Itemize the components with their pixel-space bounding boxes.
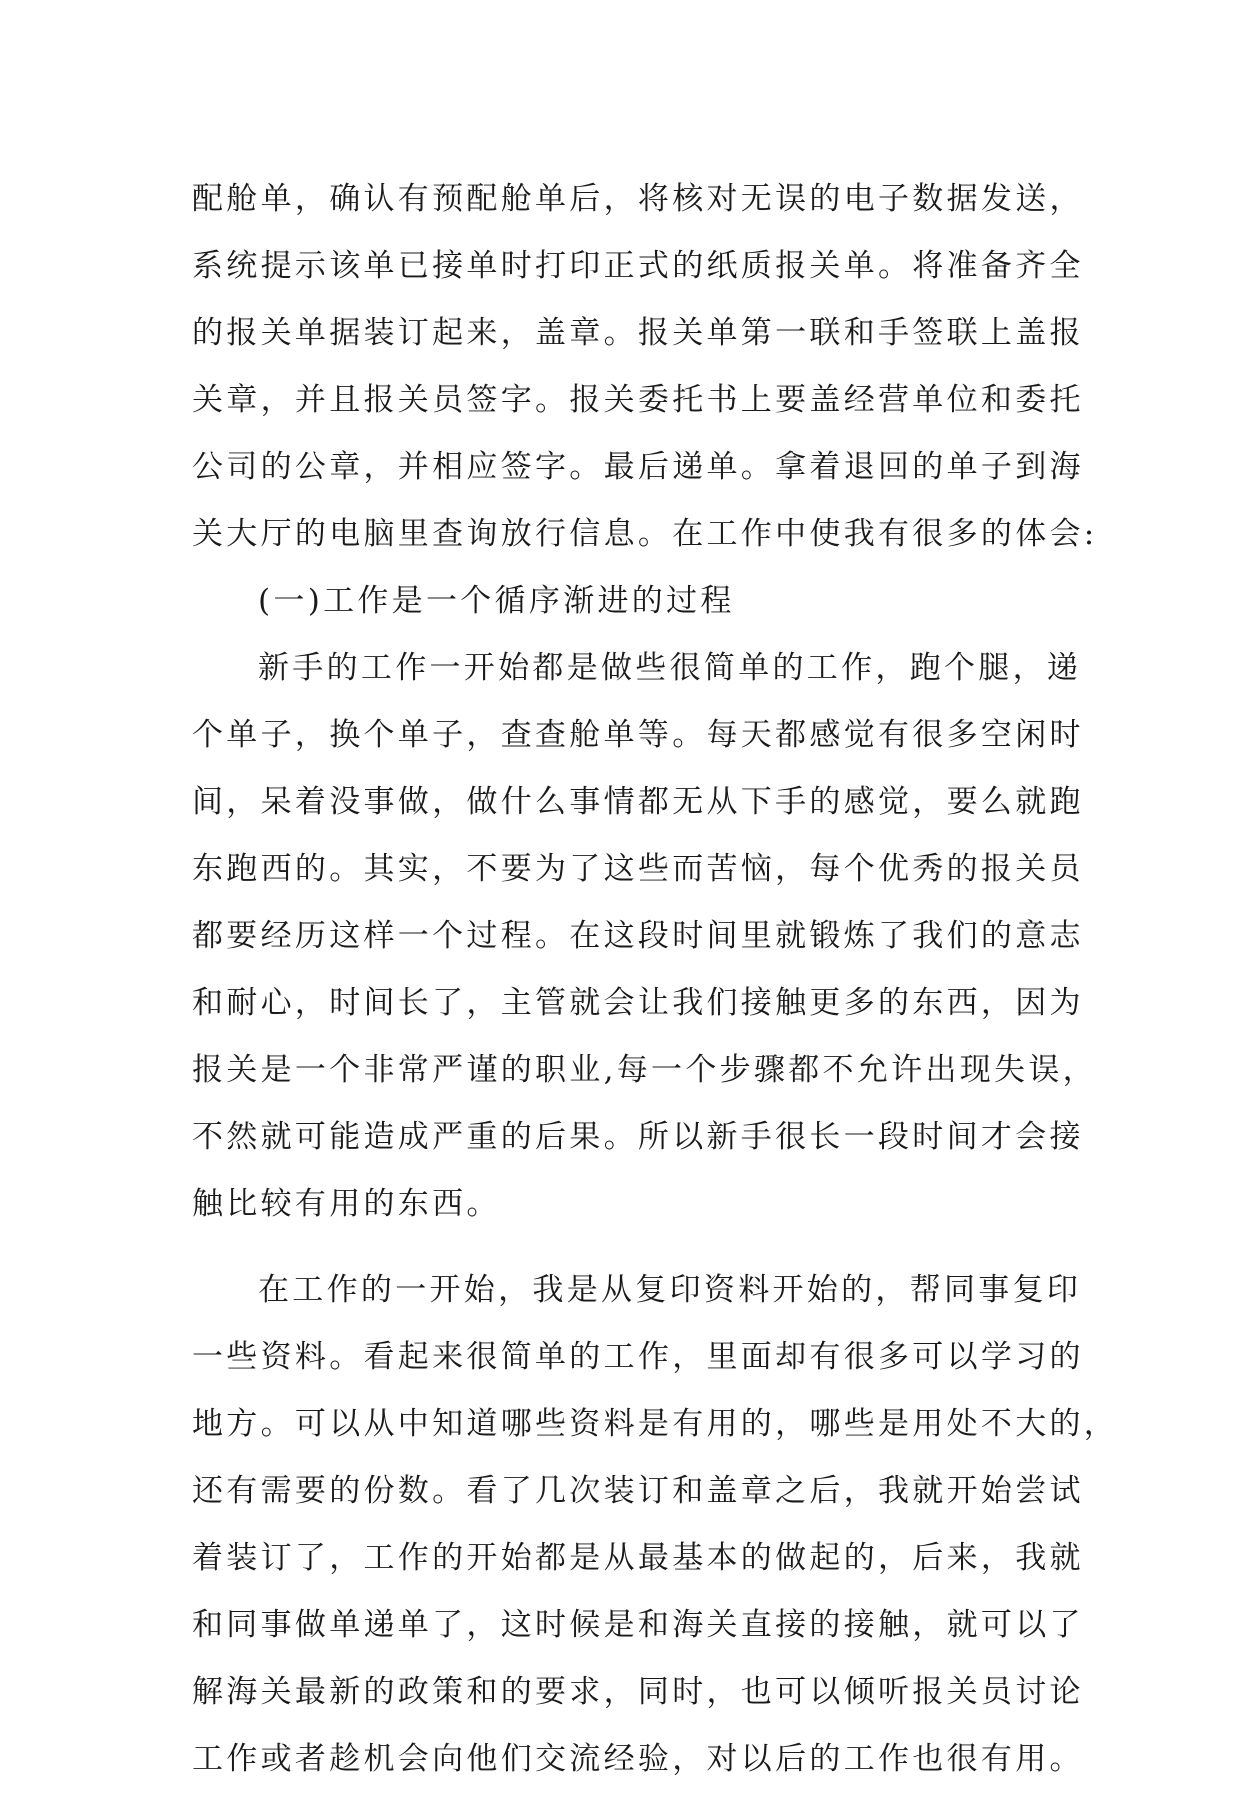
document-body [192, 166, 1119, 1793]
text-line: 还有需要的份数。看了几次装订和盖章之后，我就开始尝试 [192, 1473, 1084, 1509]
text-line: 新手的工作一开始都是做些很简单的工作，跑个腿，递 [258, 650, 1082, 686]
text-line: 不然就可能造成严重的后果。所以新手很长一段时间才会接 [192, 1119, 1084, 1155]
text-line: 都要经历这样一个过程。在这段时间里就锻炼了我们的意志 [192, 918, 1084, 954]
text-line: 触比较有用的东西。 [192, 1186, 501, 1222]
text-line: 一些资料。看起来很简单的工作，里面却有很多可以学习的 [192, 1339, 1084, 1375]
section-heading: (一)工作是一个循序渐进的过程 [258, 583, 735, 619]
text-line: 在工作的一开始，我是从复印资料开始的，帮同事复印 [258, 1272, 1082, 1308]
text-line: 着装订了，工作的开始都是从最基本的做起的，后来，我就 [192, 1540, 1084, 1576]
text-line: 关大厅的电脑里查询放行信息。在工作中使我有很多的体会: [192, 516, 1098, 552]
text-line: 个单子，换个单子，查查舱单等。每天都感觉有很多空闲时 [192, 717, 1084, 753]
text-line: 配舱单，确认有预配舱单后，将核对无误的电子数据发送， [192, 181, 1084, 217]
text-line: 和耐心，时间长了，主管就会让我们接触更多的东西，因为 [192, 985, 1084, 1021]
text-line: 和同事做单递单了，这时候是和海关直接的接触，就可以了 [192, 1607, 1084, 1643]
text-line: 系统提示该单已接单时打印正式的纸质报关单。将准备齐全 [192, 248, 1084, 284]
text-line: 工作或者趁机会向他们交流经验，对以后的工作也很有用。 [192, 1741, 1084, 1777]
text-line: 东跑西的。其实，不要为了这些而苦恼，每个优秀的报关员 [192, 851, 1084, 887]
text-line: 报关是一个非常严谨的职业,每一个步骤都不允许出现失误， [192, 1052, 1097, 1088]
text-line: 间，呆着没事做，做什么事情都无从下手的感觉，要么就跑 [192, 784, 1084, 820]
text-line: 公司的公章，并相应签字。最后递单。拿着退回的单子到海 [192, 449, 1084, 485]
text-line: 解海关最新的政策和的要求，同时，也可以倾听报关员讨论 [192, 1674, 1084, 1710]
text-line: 关章，并且报关员签字。报关委托书上要盖经营单位和委托 [192, 382, 1084, 418]
text-line: 的报关单据装订起来，盖章。报关单第一联和手签联上盖报 [192, 315, 1084, 351]
text-line: 地方。可以从中知道哪些资料是有用的，哪些是用处不大的， [192, 1406, 1119, 1442]
